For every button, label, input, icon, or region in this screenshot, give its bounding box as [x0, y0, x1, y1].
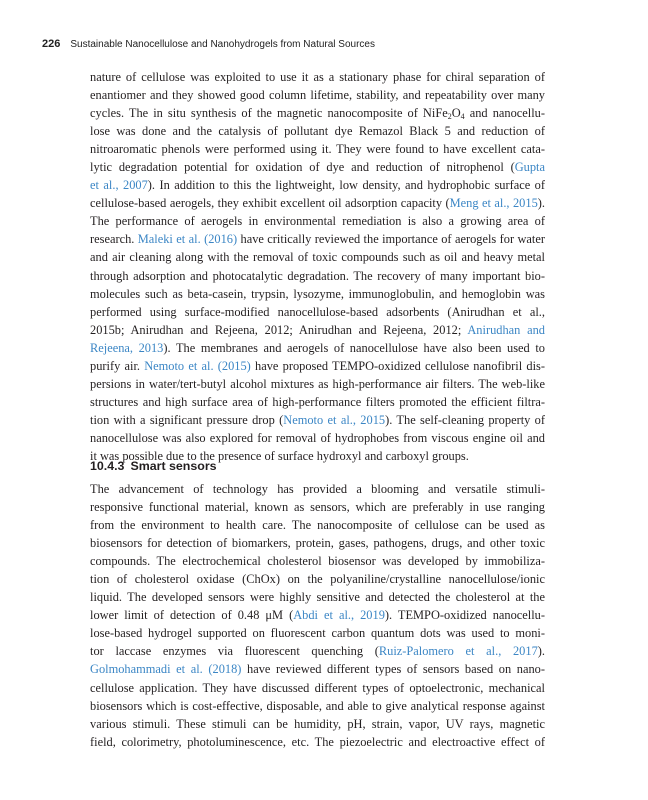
- text-line: tion with a significant pressure drop (Nemoto et al., 2015). The self-cleaning property of: [90, 412, 546, 427]
- text-line: nature of cellulose was exploited to use it as a stationary phase for chiral separation of: [90, 70, 545, 84]
- citation-link[interactable]: Abdi et al., 2019: [293, 608, 385, 623]
- citation-link[interactable]: Ruiz-Palomero et al., 2017: [378, 644, 538, 659]
- text-line: cellulose application. They have discussed different types of optoelectronic, mechanical: [90, 680, 545, 695]
- text-line: structures and high surface area of high-performance filters promoted the efficient filtra-: [90, 394, 545, 409]
- text-line: nitroaromatic phenols were performed using it. They were found to have excellent cata-: [90, 142, 545, 157]
- text-line: field, colorimetry, photoluminescence, etc. The piezoelectric and electroactive effect of: [90, 734, 545, 749]
- text-line: through adsorption and photocatalytic degradation. The recovery of many important bio-: [90, 268, 545, 283]
- text-line: purify air. Nemoto et al. (2015) have proposed TEMPO-oxidized cellulose nanofibril dis-: [90, 358, 545, 373]
- text-line: it was possible due to the presence of surface hydroxyl and carboxyl groups.: [90, 448, 469, 463]
- text-line: Rejeena, 2013). The membranes and aerogels of nanocellulose have also been used to: [90, 340, 545, 355]
- text-line: cycles. The in situ synthesis of the magnetic nanocomposite of $NiFe_2O_4$ and nanocellu-: [90, 106, 545, 122]
- citation-link[interactable]: Golmohammadi et al. (2018): [90, 662, 242, 677]
- citation-link[interactable]: Anirudhan and: [467, 322, 545, 337]
- text-line: responsive functional material, known as sensors, which are preferably in use ranging: [90, 500, 545, 515]
- section-title: Smart sensors: [130, 459, 217, 473]
- citation-link[interactable]: et al., 2007: [90, 178, 148, 193]
- section-number: 10.4.3: [90, 459, 125, 473]
- text-line: Golmohammadi et al. (2018) have reviewed different types of sensors based on nano-: [90, 662, 545, 677]
- citation-link[interactable]: Nemoto et al. (2015): [144, 358, 251, 373]
- text-line: The performance of aerogels in environmental remediation is also a growing area of: [90, 214, 545, 229]
- running-header: [42, 38, 602, 54]
- text-line: lytic degradation potential for oxidation of dye and reduction of nitrophenol (Gupta: [90, 160, 545, 175]
- section-heading: [90, 456, 217, 476]
- citation-link[interactable]: Gupta: [514, 160, 545, 175]
- text-line: biosensors for detection of biomarkers, protein, gases, pathogens, drugs, and other toxic: [90, 536, 545, 551]
- text-line: lower limit of detection of 0.48 μM (Abdi et al., 2019). TEMPO-oxidized nanocellu-: [90, 608, 545, 623]
- text-line: cellulose-based aerogels, they exhibit excellent oil adsorption capacity (Meng et al., 2015).: [90, 196, 546, 211]
- text-line: 2015b; Anirudhan and Rejeena, 2012; Anirudhan and Rejeena, 2012; Anirudhan and: [90, 322, 545, 337]
- text-line: various stimuli. These stimuli can be humidity, pH, strain, vapor, UV rays, magnetic: [90, 716, 545, 731]
- paragraph-smart-sensors: [90, 480, 545, 751]
- text-line: research. Maleki et al. (2016) have critically reviewed the importance of aerogels for water: [90, 232, 546, 247]
- text-line: and air cleaning along with the removal of toxic compounds such as oil and heavy metal: [90, 250, 545, 265]
- text-line: nanocellulose was also explored for removal of hydrophobes from viscous engine oil and: [90, 430, 545, 445]
- citation-link[interactable]: Maleki et al. (2016): [137, 232, 238, 247]
- text-line: performed using surface-modified nanocellulose-based adsorbents (Anirudhan et al.,: [90, 304, 545, 319]
- page-number: 226: [42, 38, 61, 50]
- text-line: lose was done and the catalysis of pollutant dye Remazol Black 5 and reduction of: [90, 124, 545, 139]
- paragraph-continuation: [90, 68, 545, 465]
- text-line: molecules such as beta-casein, trypsin, lysozyme, immunoglobulin, and hemoglobin was: [90, 286, 545, 301]
- text-line: tion of cholesterol oxidase (ChOx) on the polyaniline/crystalline nanocellulose/ionic: [90, 572, 545, 587]
- text-line: The advancement of technology has provided a blooming and versatile stimuli-: [90, 482, 545, 496]
- citation-link[interactable]: Meng et al., 2015: [449, 196, 538, 211]
- text-line: et al., 2007). In addition to this the lightweight, low density, and hydrophobic surface of: [90, 178, 545, 193]
- text-line: enantiomer and they showed good column lifetime, stability, and repeatability over many: [90, 88, 545, 103]
- citation-link[interactable]: Rejeena, 2013: [90, 340, 164, 355]
- text-line: liquid. The developed sensors were highly sensitive and detected the cholesterol at the: [90, 590, 545, 605]
- citation-link[interactable]: Nemoto et al., 2015: [283, 412, 386, 427]
- text-line: from the environment to health care. The nanocomposite of cellulose can be used as: [90, 518, 545, 533]
- text-line: compounds. The electrochemical cholesterol biosensor was developed by immobiliza-: [90, 554, 545, 569]
- text-line: persions in water/tert-butyl alcohol mixtures as high-performance air filters. The web-like: [90, 376, 545, 391]
- text-line: tor laccase enzymes via fluorescent quenching (Ruiz-Palomero et al., 2017).: [90, 644, 545, 659]
- text-line: biosensors which is cost-effective, disposable, and able to give analytical response against: [90, 698, 545, 713]
- text-line: lose-based hydrogel supported on fluorescent carbon quantum dots was used to moni-: [90, 626, 545, 641]
- book-title: Sustainable Nanocellulose and Nanohydrogels from Natural Sources: [70, 39, 375, 50]
